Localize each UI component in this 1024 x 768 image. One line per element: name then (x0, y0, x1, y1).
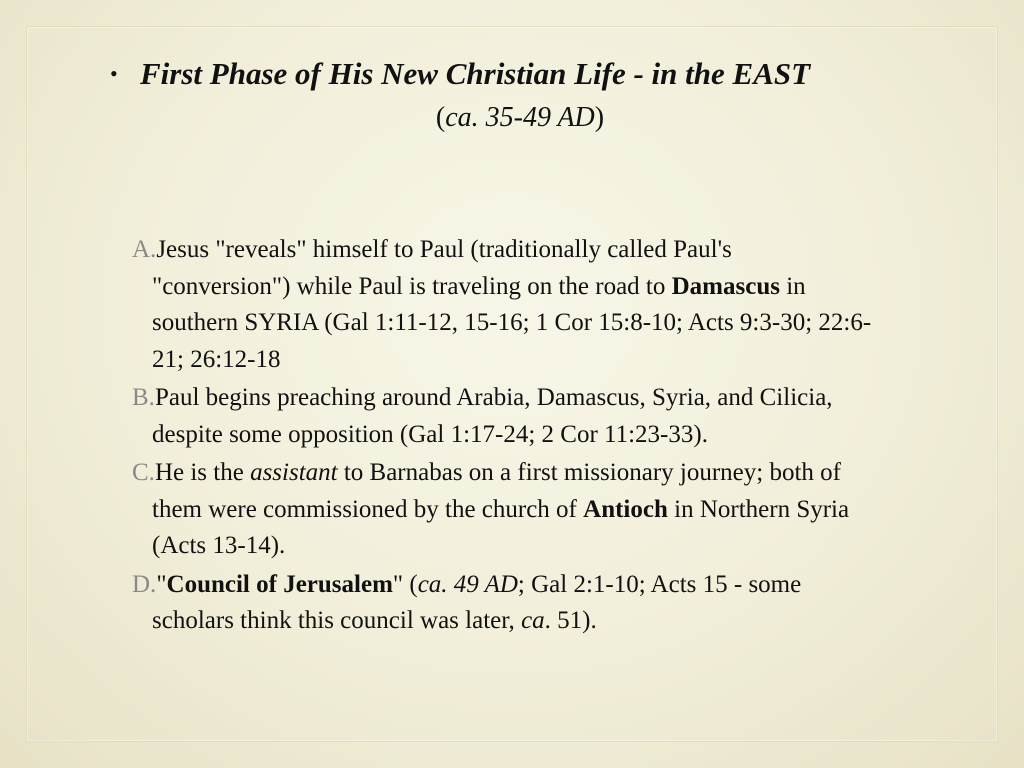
list-item-c (132, 455, 872, 565)
item-italic-text: assistant (250, 459, 338, 486)
item-text: to Barnabas on a first missionary journey; both of them were commissioned by the church of (152, 459, 841, 523)
item-text: in Northern Syria (Acts 13-14). (152, 495, 850, 559)
outline-list (132, 232, 872, 642)
item-text: " (156, 570, 167, 598)
item-bold-text: Council of Jerusalem (166, 570, 393, 598)
item-text: ; Gal 2:1-10; Acts 15 - some scholars think this council was later, (152, 570, 802, 634)
item-bold-text: Damascus (671, 272, 780, 300)
list-marker: D. (132, 570, 157, 598)
item-bold-text: Antioch (583, 495, 668, 523)
list-item-a (132, 232, 872, 378)
subtitle-close-paren: ) (594, 102, 605, 133)
list-item-b (132, 380, 872, 453)
title-text: First Phase of His New Christian Life - in the EAST (140, 56, 811, 91)
item-text: in southern SYRIA (Gal 1:11-12, 15-16; 1 Cor 15:8-10; Acts 9:3-30; 22:6-21; 26:12-18 (152, 272, 872, 373)
item-text: Jesus "reveals" himself to Paul (traditionally called Paul's "conversion") while Paul is traveling on the road to (152, 236, 732, 300)
item-text: Paul begins preaching around Arabia, Damascus, Syria, and Cilicia, despite some opposition (Gal 1:17-24; 2 Cor 11:23-33). (152, 384, 833, 448)
item-italic-text: ca. 49 AD (417, 570, 518, 598)
item-text: " ( (392, 570, 418, 598)
subtitle-date-range: ca. 35-49 AD (445, 102, 595, 133)
item-italic-text: ca (521, 607, 545, 634)
list-marker: A. (132, 236, 157, 263)
item-text: He is the (154, 459, 251, 486)
title-bullet: • (110, 61, 118, 86)
list-item-d (132, 567, 872, 640)
item-text: . 51). (544, 607, 597, 634)
list-marker: C. (132, 459, 155, 486)
subtitle-open-paren: ( (435, 102, 446, 133)
list-marker: B. (132, 384, 155, 411)
slide-subtitle (110, 101, 930, 135)
